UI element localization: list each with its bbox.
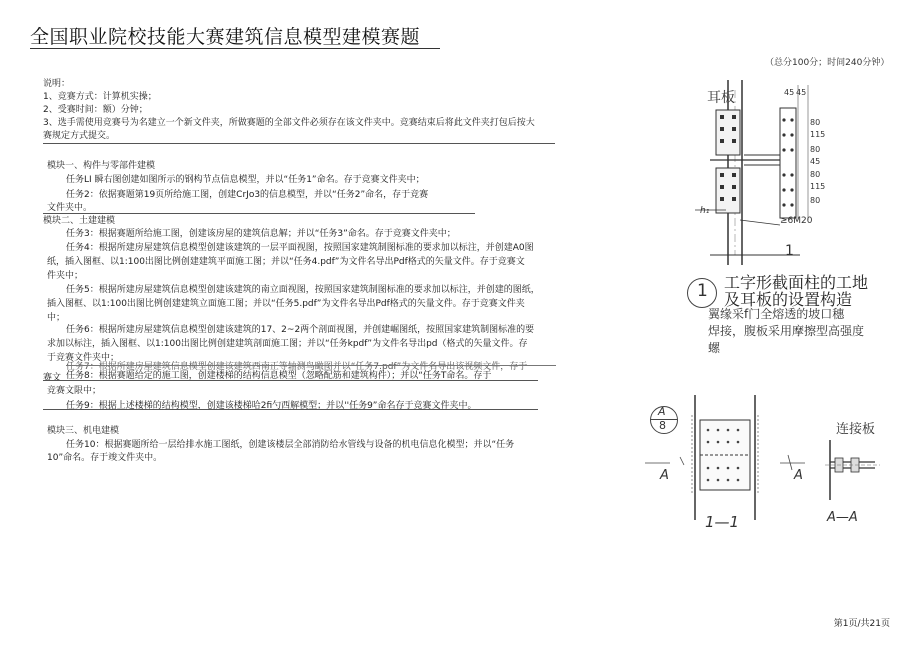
task-3: 任务3：根据赛题所给施工图，创建该房屋的建筑信息解；并以“任务3”命名。存于竞赛文件夹中； bbox=[66, 229, 456, 239]
task-8-cont: 竞赛文限中； bbox=[47, 386, 102, 396]
welding-note-line-1: 翼缘采f门全熔透的坡口穗 bbox=[708, 307, 845, 321]
dim-right-1: 80 bbox=[810, 118, 821, 127]
detail-number: 1 bbox=[697, 281, 708, 301]
welding-note-line-3: 螺 bbox=[708, 341, 721, 355]
section-callout-top: A bbox=[658, 405, 666, 418]
task-4: 任务4：根据所建房屋建筑信息模型创建该建筑的一层平面视图，按照国家建筑制图标准的要求加以标注，并创建A0图 bbox=[66, 243, 534, 253]
section-divider bbox=[43, 143, 555, 144]
dim-right-4: 45 bbox=[810, 157, 821, 166]
section-1-1-label: 1—1 bbox=[705, 513, 740, 531]
task-4-cont: 纸，插入图框、以1:100出图比例创建建筑平面施工图；并以“任务4.pdf”为文件名导出Pdf格式的矢量文件。存于竞赛文 bbox=[47, 257, 525, 267]
bolt-label: ≥6M20 bbox=[780, 216, 813, 226]
task-2: 任务2：依据赛题第19页所给施工图，创建CrJo3的信息模型，并以“任务2”命名，存于竞赛 bbox=[66, 190, 429, 200]
instruction-item-2: 2、受赛时间：额）分钟； bbox=[43, 105, 148, 115]
section-divider bbox=[43, 380, 538, 381]
dim-right-2: 115 bbox=[810, 130, 826, 139]
section-mark-1: 1 bbox=[785, 243, 794, 259]
instruction-item-1: 1、竞赛方式：计算机实操； bbox=[43, 92, 157, 102]
section-a-a-label: A—A bbox=[827, 510, 858, 525]
task-1: 任务LI 瞬右图创建如图所示的钢构节点信息模型，并以“任务1”命名。存于竞赛文件夹中； bbox=[66, 175, 425, 185]
task-9: 任务9：根据上述楼梯的结构模型，创建该楼梯哈2fi勺西解模型；并以''任务9”命名存于竞赛文件夹中。 bbox=[66, 401, 477, 411]
module-1-heading: 模块一、构件与零部件建模 bbox=[47, 161, 156, 171]
task-10-cont: 10”命名。存于竣文件夹中。 bbox=[47, 453, 163, 463]
section-cut-left: A bbox=[660, 468, 669, 483]
section-cut-right: A bbox=[794, 468, 803, 483]
task-7: 任务7：根据所建房屋建筑信息模型创建该建筑西南正等轴测鸟瞰图并以“任务7.pdf”为文件名导出该视频文件，存于 bbox=[66, 362, 528, 372]
dim-right-6: 115 bbox=[810, 182, 826, 191]
dim-right-3: 80 bbox=[810, 145, 821, 154]
section-divider bbox=[43, 409, 538, 410]
score-time-info: （总分100分；时间240分钟） bbox=[765, 58, 890, 68]
task-6-cont: 求加以标注，插入图框、以1:100出图比例创建建筑剖面施工图；并以“任务kpdf”为文件名导出pd（格式的矢量文件。存 bbox=[47, 339, 528, 349]
task-6: 任务6：根据所建房屋建筑信息模型创建该建筑的17、2~2两个剖面视图，并创建崛图纸，按照国家建筑制图标准的要 bbox=[66, 325, 535, 335]
column-splice-drawing bbox=[680, 80, 880, 285]
task-7-prefix: 赛文 bbox=[43, 373, 62, 383]
instructions-heading: 说明： bbox=[43, 79, 71, 89]
strikethrough-line bbox=[66, 365, 556, 366]
dim-right-5: 80 bbox=[810, 170, 821, 179]
title-divider bbox=[30, 48, 440, 49]
detail-title-line-2: 及耳板的设置构造 bbox=[724, 290, 853, 309]
ear-plate-label: 耳板 bbox=[707, 90, 735, 106]
section-a-a-drawing bbox=[815, 440, 885, 505]
task-10: 任务10：根据赛题所给一层给排水施工图纸，创建该楼层全部消防给水管线与设备的机电信息化模型；并以“任务 bbox=[66, 440, 515, 450]
dim-top-1: 45 bbox=[784, 88, 795, 97]
task-5-cont-2: 中； bbox=[47, 313, 66, 323]
height-label: h₁ bbox=[700, 206, 710, 216]
task-5-cont: 插入图框、以1:100出图比例创建建筑立面施工图；并以“任务5.pdf”为文件名导出Pdf格式的矢量文件。存于竞赛文件夹 bbox=[47, 299, 525, 309]
task-4-cont-2: 件夹中； bbox=[47, 271, 84, 281]
instruction-item-3-cont: 赛规定方式提交。 bbox=[43, 131, 116, 141]
task-6-cont-2: 于竞赛文件夹中； bbox=[47, 353, 120, 363]
dim-right-7: 80 bbox=[810, 196, 821, 205]
task-8: 任务8：根据赛题给定的施工图，创建楼梯的结构信息模型（忽略配筋和建筑构件）；并以“任务T命名。存于 bbox=[66, 371, 492, 381]
page-title: 全国职业院校技能大赛建筑信息模型建模赛题 bbox=[30, 26, 421, 48]
page-number: 第1页/共21页 bbox=[833, 619, 890, 629]
connection-plate-label: 连接板 bbox=[836, 422, 876, 437]
detail-title-line-1: 工字形截面柱的工地 bbox=[724, 273, 869, 292]
dim-top-2: 45 bbox=[796, 88, 807, 97]
task-5: 任务5：根据所建房屋建筑信息模型创建该建筑的南立面视图，按照国家建筑制图标准的要求加以标注，并创建的图纸， bbox=[66, 285, 540, 295]
module-3-heading: 模块三、机电建模 bbox=[47, 426, 120, 436]
instruction-item-3: 3、选手需使用竞赛号为名建立一个新文件夹，所做赛题的全部文件必须存在该文件夹中。竞赛结束后将此文件夹打包后按大 bbox=[43, 118, 535, 128]
task-2-cont: 文件夹中。 bbox=[47, 203, 93, 213]
welding-note-line-2: 焊接，腹板采用摩擦型高强度 bbox=[708, 324, 865, 338]
module-2-heading: 模块二、土建建模 bbox=[43, 216, 116, 226]
section-callout-bottom: 8 bbox=[659, 419, 666, 432]
